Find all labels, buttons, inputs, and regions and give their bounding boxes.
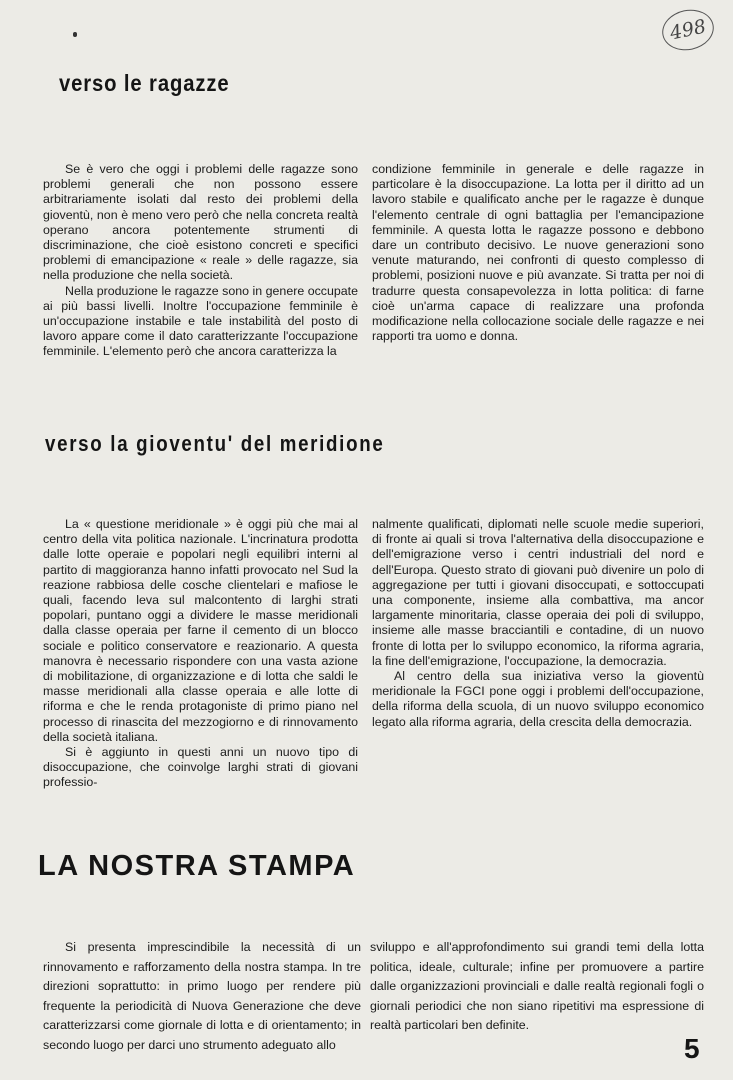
paragraph: Se è vero che oggi i problemi delle ragazze sono problemi generali che non possono essere arbitrariamente isolati dal resto dei problemi della gioventù, non è meno vero però che nella concreta realtà operano ancora potentemente strumenti di discriminazione, che cioè esistono concreti e specifici problemi di emancipazione « reale » delle ragazze, sia nella produzione che nella società. [43, 162, 358, 283]
paragraph: nalmente qualificati, diplomati nelle scuole medie superiori, di fronte ai quali si trova l'alternativa della disoccupazione e dell'emigrazione verso i centri industriali del nord e dell'Europa. Questo strato di giovani può divenire un polo di aggregazione per tutti i giovani disoccupati, e sottoccupati una componente, insieme alla combattiva, ma ancor largamente minoritaria, classe operaia dei poli di sviluppo, insieme alle masse bracciantili e contadine, di un nuovo fronte di lotta per lo sviluppo economico, la riforma agraria, la fine dell'emigrazione, l'occupazione, la democrazia. [372, 517, 704, 668]
paragraph: sviluppo e all'approfondimento sui grandi temi della lotta politica, ideale, culturale; infine per promuovere a partire dalle organizzazioni provinciali e dalle realtà regionali fogli o giornali periodici che non siano ripetitivi ma espressione di realtà particolari ben definite. [370, 940, 704, 1033]
paragraph: Al centro della sua iniziativa verso la gioventù meridionale la FGCI pone oggi i problemi dell'occupazione, della riforma della scuola, di un nuovo sviluppo economico legato alla riforma agraria, della crescita della democrazia. [372, 669, 704, 729]
page-number: 5 [684, 1033, 700, 1064]
paragraph: La « questione meridionale » è oggi più che mai al centro della vita politica nazionale. L'incrinatura prodotta dalle lotte operaie e popolari negli equilibri interni al partito di maggioranza hanno infatti provocato nel Sud la reazione rabbiosa delle cosche clientelari e mafiose le quali, facendo leva sul malcontento di larghi strati popolari, puntano oggi a dividere le masse meridionali dalla classe operaia per farne il cemento di un blocco sociale e politico conservatore e reazionario. A questa manovra è necessario rispondere con una vasta azione di mobilitazione, di organizzazione e di lotta che saldi le masse meridionali alla classe operaia e alle lotte di riforma e che le renda protagoniste di primo piano nel processo di rinascita del mezzogiorno e di rinnovamento della società italiana. [43, 517, 358, 744]
section-title-stampa: LA NOSTRA STAMPA [38, 850, 356, 882]
section-stampa-right-column [370, 938, 704, 1036]
section-title-ragazze: verso le ragazze [59, 70, 230, 96]
section-title-meridione: verso la gioventu' del meridione [45, 431, 385, 456]
section-meridione-left-column [43, 517, 358, 791]
paragraph: Si è aggiunto in questi anni un nuovo tipo di disoccupazione, che coinvolge larghi strati di giovani professio- [43, 745, 358, 790]
archive-number-mark: 498 [658, 5, 717, 55]
ink-dot [73, 32, 77, 37]
section-ragazze-left-column [43, 162, 358, 360]
paragraph: Nella produzione le ragazze sono in genere occupate ai più bassi livelli. Inoltre l'occupazione femminile è un'occupazione instabile e tale instabilità del posto di lavoro appare come il dato caratterizzante l'occupazione femminile. L'elemento però che ancora caratterizza la [43, 283, 358, 359]
paragraph: Si presenta imprescindibile la necessità di un rinnovamento e rafforzamento della nostra stampa. In tre direzioni soprattutto: in primo luogo per rendere più frequente la periodicità di Nuova Generazione che deve caratterizzarsi come giornale di lotta e di orientamento; in secondo luogo per darci uno strumento adeguato allo [43, 940, 361, 1052]
section-stampa-left-column [43, 938, 361, 1056]
section-ragazze-right-column [372, 162, 704, 344]
section-meridione-right-column [372, 517, 704, 730]
paragraph: condizione femminile in generale e delle ragazze in particolare è la disoccupazione. La lotta per il diritto ad un lavoro stabile e qualificato anche per le ragazze è dunque l'elemento centrale di ogni battaglia per l'emancipazione femminile. A questa lotta le ragazze possono e debbono dare un contributo decisivo. Le nuove generazioni sono venute maturando, nei confronti di questo complesso di problemi, posizioni nuove e più avanzate. Si tratta per noi di tradurre questa consapevolezza in lotta politica: di farne cioè un'arma capace di realizzare una profonda modificazione nella collocazione sociale delle ragazze e nei rapporti tra uomo e donna. [372, 162, 704, 344]
